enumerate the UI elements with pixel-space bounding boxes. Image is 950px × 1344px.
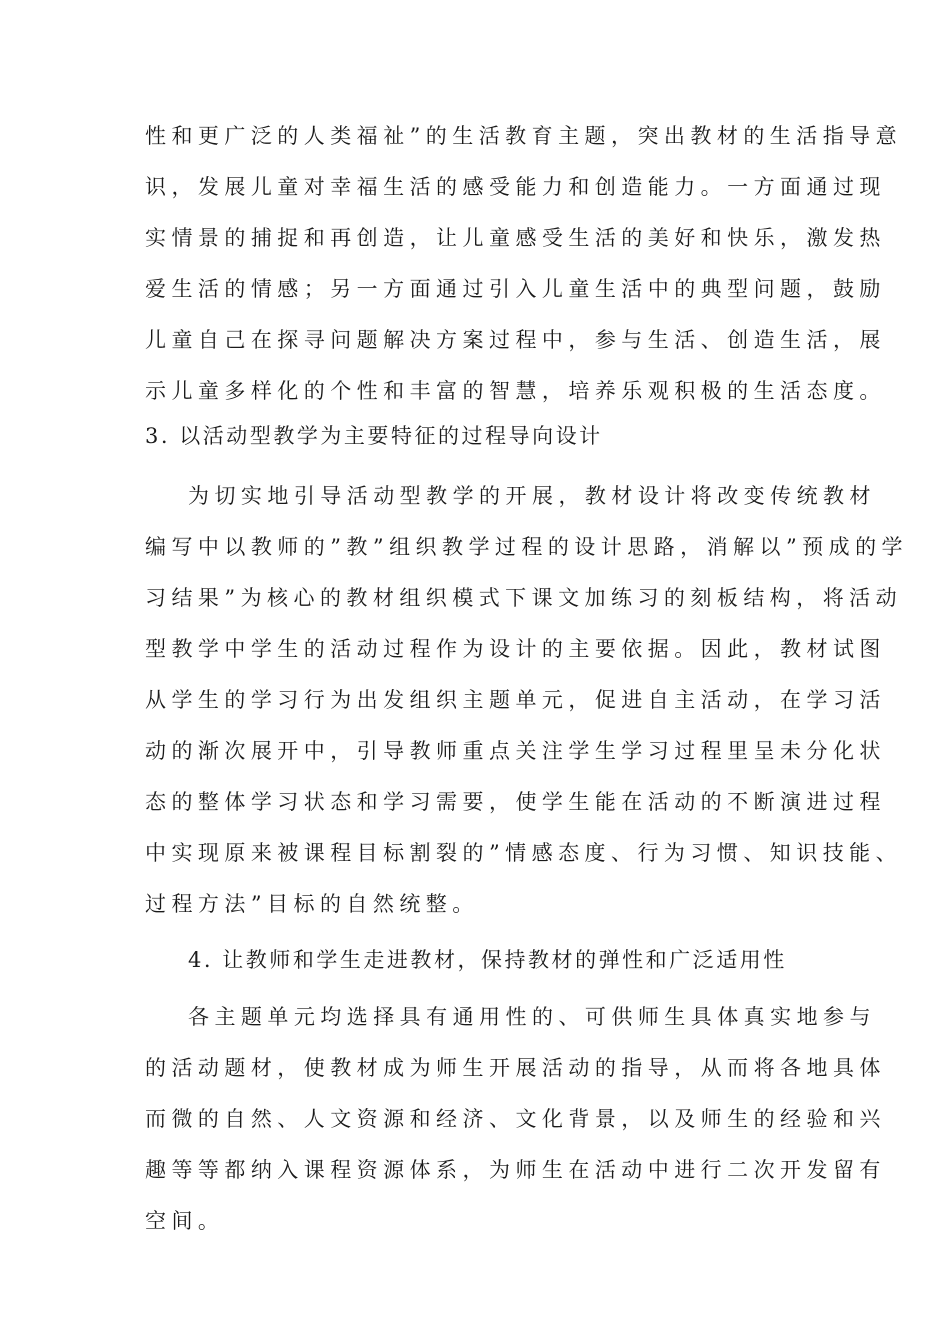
section-heading-3: 3. 以活动型教学为主要特征的过程导向设计 (145, 424, 603, 448)
paragraph-1-line-5: 儿童自己在探寻问题解决方案过程中，参与生活、创造生活，展 (145, 328, 886, 352)
paragraph-2-line-9: 过程方法”目标的自然统整。 (145, 892, 479, 916)
paragraph-3-line-2: 的活动题材，使教材成为师生开展活动的指导，从而将各地具体 (145, 1056, 886, 1080)
paragraph-3-line-3: 而微的自然、人文资源和经济、文化背景，以及师生的经验和兴 (145, 1107, 886, 1131)
paragraph-2-line-2: 编写中以教师的”教”组织教学过程的设计思路，消解以”预成的学 (145, 535, 909, 559)
paragraph-2-line-1: 为切实地引导活动型教学的开展，教材设计将改变传统教材 (188, 484, 876, 508)
paragraph-2-line-7: 态的整体学习状态和学习需要，使学生能在活动的不断演进过程 (145, 790, 886, 814)
paragraph-2-line-3: 习结果”为核心的教材组织模式下课文加练习的刻板结构，将活动 (145, 586, 903, 610)
paragraph-1-line-3: 实情景的捕捉和再创造，让儿童感受生活的美好和快乐，激发热 (145, 226, 886, 250)
paragraph-2-line-5: 从学生的学习行为出发组织主题单元，促进自主活动，在学习活 (145, 688, 886, 712)
paragraph-1-line-2: 识，发展儿童对幸福生活的感受能力和创造能力。一方面通过现 (145, 175, 886, 199)
section-heading-4: 4. 让教师和学生走进教材，保持教材的弹性和广泛适用性 (188, 948, 787, 972)
paragraph-3-line-1: 各主题单元均选择具有通用性的、可供师生具体真实地参与 (188, 1005, 876, 1029)
paragraph-1-line-6: 示儿童多样化的个性和丰富的智慧，培养乐观积极的生活态度。 (145, 379, 886, 403)
paragraph-2-line-8: 中实现原来被课程目标割裂的”情感态度、行为习惯、知识技能、 (145, 841, 903, 865)
paragraph-2-line-6: 动的渐次展开中，引导教师重点关注学生学习过程里呈未分化状 (145, 739, 886, 763)
paragraph-1-line-1: 性和更广泛的人类福祉”的生活教育主题，突出教材的生活指导意 (145, 124, 903, 148)
paragraph-2-line-4: 型教学中学生的活动过程作为设计的主要依据。因此，教材试图 (145, 637, 886, 661)
paragraph-3-line-5: 空间。 (145, 1209, 225, 1233)
paragraph-1-line-4: 爱生活的情感；另一方面通过引入儿童生活中的典型问题，鼓励 (145, 277, 886, 301)
paragraph-3-line-4: 趣等等都纳入课程资源体系，为师生在活动中进行二次开发留有 (145, 1158, 886, 1182)
